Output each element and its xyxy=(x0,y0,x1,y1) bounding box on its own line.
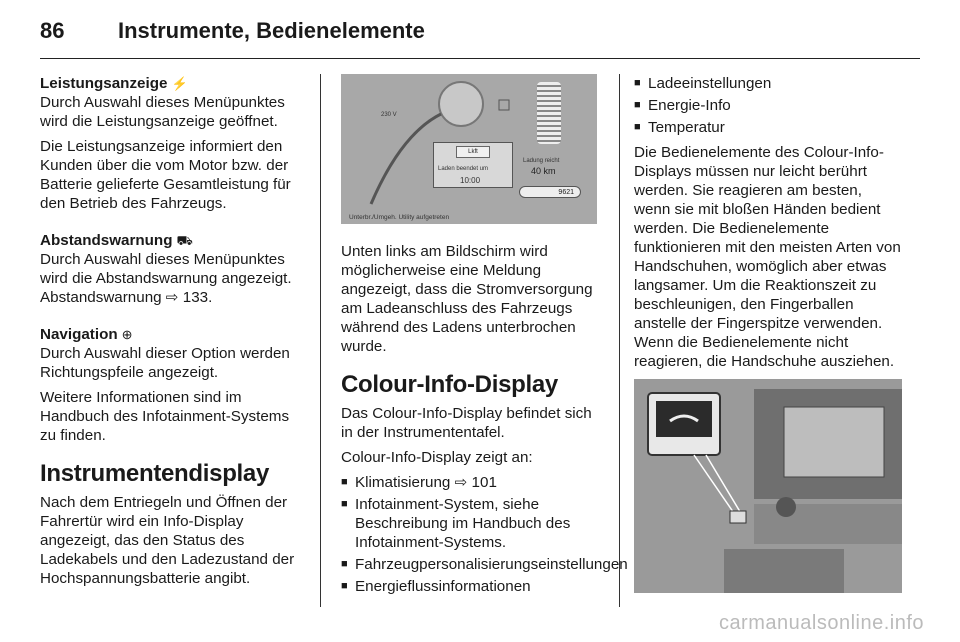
charge-popup xyxy=(433,142,513,188)
column-1 xyxy=(40,74,302,594)
paragraph: Durch Auswahl dieses Menüpunktes wird die Leistungsanzeige geöffnet. xyxy=(40,94,285,130)
range-value: 40 km xyxy=(531,166,556,176)
column-divider xyxy=(619,74,620,607)
voltage-label: 230 V xyxy=(381,112,397,118)
display-list xyxy=(341,473,628,596)
odometer: 9621 xyxy=(519,186,581,198)
charge-end-time: 10:00 xyxy=(460,176,481,185)
power-icon: ⚡ xyxy=(171,76,188,91)
paragraph: Das Colour-Info-Display befindet sich in der Instrumententafel. xyxy=(341,405,592,441)
paragraph: Die Leistungsanzeige informiert den Kunden über die vom Motor bzw. der Batterie gelieferte Gesamtleistung für den Betrieb des Fahrzeugs. xyxy=(40,138,291,212)
page-number: 86 xyxy=(40,18,65,43)
list-item: ■ Ladeeinstellungen xyxy=(634,75,772,92)
watermark: carmanualsonline.info xyxy=(718,612,924,634)
column-3 xyxy=(634,74,902,593)
list-item: ■ Klimatisierung ⇨ 101 xyxy=(341,474,497,491)
charge-end-label: Laden beendet um xyxy=(438,166,489,172)
paragraph: Weitere Informationen sind im Handbuch des Infotainment-Systems zu finden. xyxy=(40,389,290,444)
column-2 xyxy=(341,74,628,602)
column-divider xyxy=(320,74,321,607)
section-heading: Navigation ⊕ xyxy=(40,326,133,343)
paragraph: Colour-Info-Display zeigt an: xyxy=(341,449,533,466)
paragraph: Durch Auswahl dieses Menüpunktes wird die Abstandswarnung angezeigt. Abstandswarnung ⇨ 133. xyxy=(40,251,292,306)
center-console-illustration xyxy=(634,379,902,593)
display-list-continued xyxy=(634,74,902,137)
paragraph: Die Bedienelemente des Colour-Info-Displays müssen nur leicht berührt werden. Sie reagieren am besten, wenn sie mit bloßen Händen bedient werden. Die Bedienelemente funktionieren mit den meisten Arten von Handschuhen, womöglich aber etwas langsamer. Um die Reaktionszeit zu beschleunigen, den Fingerballen anstelle der Fingerspitze verwenden. Wenn die Bedienelemente nicht reagieren, die Handschuhe ausziehen. xyxy=(634,144,901,370)
paragraph: Nach dem Entriegeln und Öffnen der Fahrertür wird ein Info-Display angezeigt, das den Status des Ladekabels und den Ladezustand der Hochspannungsbatterie angibt. xyxy=(40,494,295,587)
page-header xyxy=(40,18,920,54)
navigation-icon: ⊕ xyxy=(121,327,133,342)
list-item: ■ Energieflussinformationen xyxy=(341,578,531,595)
section-heading-large: Colour-Info-Display xyxy=(341,371,558,398)
charging-display-figure xyxy=(341,74,597,224)
section-heading-large: Instrumentendisplay xyxy=(40,460,270,487)
list-item: ■ Infotainment-System, siehe Beschreibung im Handbuch des Infotainment-Systems. xyxy=(341,496,571,551)
section-heading: Abstandswarnung ⛟ xyxy=(40,232,193,249)
header-rule xyxy=(40,58,920,59)
paragraph: Durch Auswahl dieser Option werden Richtungspfeile angezeigt. xyxy=(40,345,290,381)
paragraph: Unten links am Bildschirm wird möglicherweise eine Meldung angezeigt, dass die Stromversorgung am Ladeanschluss des Fahrzeugs während des Ladens unterbrochen wurde. xyxy=(341,243,593,355)
list-item: ■ Energie-Info xyxy=(634,97,731,114)
section-heading: Leistungsanzeige ⚡ xyxy=(40,75,188,92)
status-message: Unterbr./Umgeh. Utility aufgetreten xyxy=(349,214,450,221)
center-console-figure xyxy=(634,379,902,593)
range-label: Ladung reicht xyxy=(523,158,560,164)
page-title: Instrumente, Bedienelemente xyxy=(118,18,425,43)
popup-button: Lkft xyxy=(456,146,490,158)
list-item: ■ Fahrzeugpersonalisierungseinstellungen xyxy=(341,556,628,573)
battery-coil xyxy=(537,82,561,144)
list-item: ■ Temperatur xyxy=(634,119,725,136)
distance-warning-icon: ⛟ xyxy=(176,233,193,248)
